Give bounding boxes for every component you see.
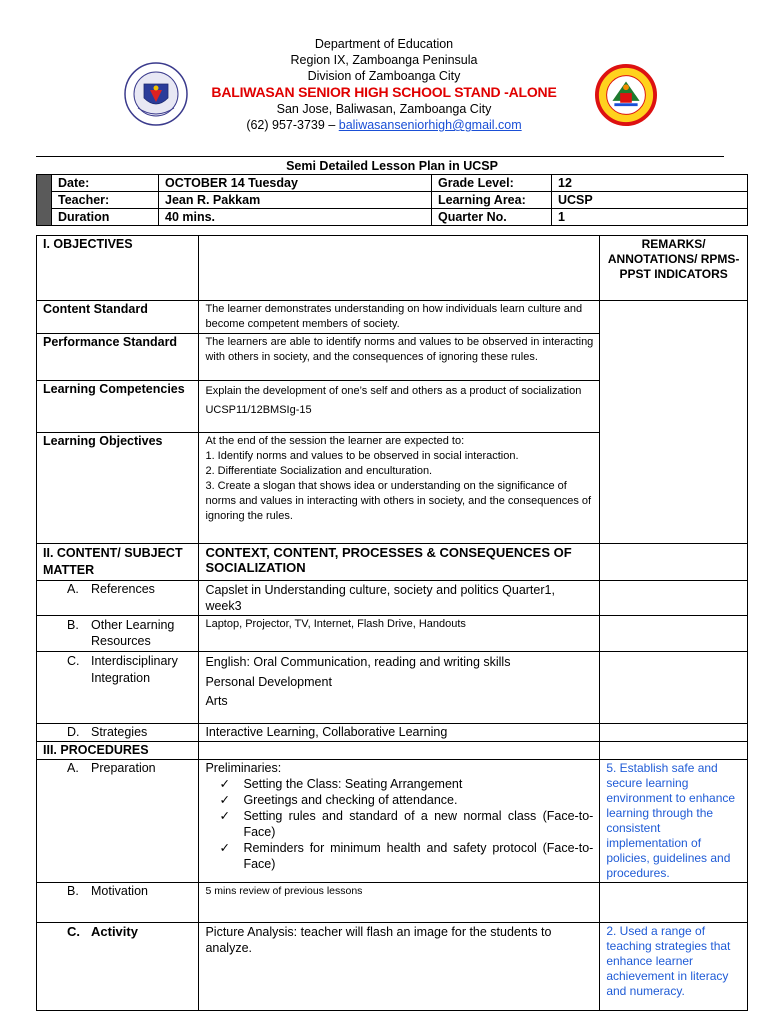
motivation-row — [37, 883, 748, 923]
competencies-label: Learning Competencies — [37, 381, 199, 433]
checklist-item — [217, 792, 593, 808]
motivation-label-text: Motivation — [91, 884, 148, 898]
email-link[interactable]: baliwasanseniorhigh@gmail.com — [338, 118, 522, 132]
shaded-margin — [37, 175, 52, 226]
integration-row — [37, 652, 748, 724]
strategies-row — [37, 724, 748, 742]
check-icon: ✓ — [219, 841, 230, 855]
duration-label: Duration — [52, 209, 159, 226]
address-line: San Jose, Baliwasan, Zamboanga City — [276, 102, 492, 116]
integration-letter: C. — [67, 654, 80, 668]
phone-text: (62) 957-3739 – — [246, 118, 339, 132]
preparation-checklist — [205, 776, 593, 872]
strategies-text: Interactive Learning, Collaborative Learning — [199, 724, 600, 742]
activity-letter: C. — [67, 924, 80, 939]
references-label — [43, 582, 192, 597]
contact-line — [0, 117, 768, 133]
content-standard-text: The learner demonstrates understanding on how individuals learn culture and become competent members of society. — [199, 301, 600, 334]
header-divider — [36, 156, 724, 157]
date-value: OCTOBER 14 Tuesday — [159, 175, 432, 192]
integration-label-cell — [37, 652, 199, 724]
learning-objectives-intro: At the end of the session the learner are expected to: — [205, 435, 465, 447]
preparation-label — [43, 761, 192, 776]
preparation-label-text: Preparation — [91, 761, 156, 775]
department-line: Department of Education — [314, 37, 454, 51]
performance-standard-text: The learners are able to identify norms and values to be observed in interacting with others in society, and the consequences of ignoring these rules. — [199, 334, 600, 381]
integration-item: Arts — [205, 694, 228, 708]
references-letter: A. — [67, 582, 79, 596]
remarks-heading: REMARKS/ ANNOTATIONS/ RPMS-PPST INDICATORS — [600, 236, 748, 301]
motivation-label — [43, 884, 192, 899]
objectives-blank — [199, 236, 600, 301]
area-value: UCSP — [552, 192, 748, 209]
content-remarks — [600, 544, 748, 581]
info-row — [37, 175, 748, 192]
plan-title: Semi Detailed Lesson Plan in UCSP — [286, 159, 498, 173]
resources-label-cell — [37, 616, 199, 652]
integration-label — [43, 653, 192, 687]
resources-letter: B. — [67, 618, 79, 632]
strategies-label-cell — [37, 724, 199, 742]
preparation-remark: 5. Establish safe and secure learning environment to enhance learning through the consistent implementation of policies, guidelines and procedures. — [600, 760, 748, 883]
resources-remarks — [600, 616, 748, 652]
references-row — [37, 581, 748, 616]
grade-label: Grade Level: — [432, 175, 552, 192]
check-icon: ✓ — [219, 809, 230, 823]
preparation-row — [37, 760, 748, 883]
strategies-letter: D. — [67, 725, 80, 739]
info-row — [37, 209, 748, 226]
grade-value: 12 — [552, 175, 748, 192]
motivation-label-cell — [37, 883, 199, 923]
procedures-blank — [199, 742, 600, 760]
checklist-item-text: Setting the Class: Seating Arrangement — [243, 777, 463, 791]
motivation-letter: B. — [67, 884, 79, 898]
preliminaries-label: Preliminaries: — [205, 761, 282, 775]
integration-item: English: Oral Communication, reading and writing skills — [205, 655, 511, 669]
activity-row — [37, 923, 748, 1011]
lesson-plan-table — [36, 235, 748, 1011]
motivation-text: 5 mins review of previous lessons — [199, 883, 600, 923]
objective-item: 1. Identify norms and values to be observed in social interaction. — [205, 450, 519, 462]
resources-row — [37, 616, 748, 652]
objective-item: 3. Create a slogan that shows idea or understanding on the significance of norms and values in interacting with others in society, and the consequences of ignoring the rules. — [205, 480, 592, 522]
check-icon: ✓ — [219, 793, 230, 807]
objective-item: 2. Differentiate Socialization and enculturation. — [205, 465, 433, 477]
checklist-item — [217, 776, 593, 792]
references-label-text: References — [91, 582, 155, 596]
references-text: Capslet in Understanding culture, society and politics Quarter1, week3 — [199, 581, 600, 616]
resources-label-text: Other Learning Resources — [91, 618, 175, 648]
preparation-cell — [199, 760, 600, 883]
resources-label — [43, 617, 192, 649]
activity-text: Picture Analysis: teacher will flash an image for the students to analyze. — [199, 923, 600, 1011]
references-remarks — [600, 581, 748, 616]
procedures-row — [37, 742, 748, 760]
content-standard-row — [37, 301, 748, 334]
teacher-value: Jean R. Pakkam — [159, 192, 432, 209]
competencies-text: Explain the development of one’s self and others as a product of socialization UCSP11/12BMSIg-15 — [199, 381, 600, 433]
region-line: Region IX, Zamboanga Peninsula — [290, 53, 478, 67]
area-label: Learning Area: — [432, 192, 552, 209]
lesson-info-table — [36, 174, 748, 226]
preparation-letter: A. — [67, 761, 79, 775]
checklist-item-text: Setting rules and standard of a new normal class (Face-to-Face) — [243, 809, 594, 839]
division-line: Division of Zamboanga City — [307, 69, 461, 83]
procedures-heading: III. PROCEDURES — [37, 742, 199, 760]
content-row — [37, 544, 748, 581]
check-icon: ✓ — [219, 777, 230, 791]
procedures-remarks — [600, 742, 748, 760]
letterhead — [0, 36, 768, 133]
strategies-remarks — [600, 724, 748, 742]
duration-value: 40 mins. — [159, 209, 432, 226]
integration-remarks — [600, 652, 748, 724]
motivation-remarks — [600, 883, 748, 923]
integration-label-text: Interdisciplinary Integration — [91, 654, 178, 685]
integration-cell — [199, 652, 600, 724]
preparation-label-cell — [37, 760, 199, 883]
school-name: BALIWASAN SENIOR HIGH SCHOOL STAND -ALONE — [211, 84, 557, 100]
content-standard-label: Content Standard — [37, 301, 199, 334]
resources-text: Laptop, Projector, TV, Internet, Flash Drive, Handouts — [199, 616, 600, 652]
quarter-label: Quarter No. — [432, 209, 552, 226]
checklist-item-text: Reminders for minimum health and safety protocol (Face-to-Face) — [243, 841, 594, 871]
activity-remark: 2. Used a range of teaching strategies that enhance learner achievement in literacy and numeracy. — [600, 923, 748, 1011]
activity-label-cell — [37, 923, 199, 1011]
learning-objectives-label: Learning Objectives — [37, 433, 199, 544]
checklist-item — [217, 808, 593, 840]
performance-standard-label: Performance Standard — [37, 334, 199, 381]
teacher-label: Teacher: — [52, 192, 159, 209]
strategies-label-text: Strategies — [91, 725, 148, 739]
objectives-row — [37, 236, 748, 301]
strategies-label — [43, 725, 192, 740]
date-label: Date: — [52, 175, 159, 192]
references-label-cell — [37, 581, 199, 616]
objectives-heading: I. OBJECTIVES — [37, 236, 199, 301]
activity-label-text: Activity — [91, 924, 138, 939]
info-row — [37, 192, 748, 209]
learning-objectives-cell — [199, 433, 600, 544]
checklist-item-text: Greetings and checking of attendance. — [243, 793, 458, 807]
integration-item: Personal Development — [205, 674, 332, 689]
quarter-value: 1 — [552, 209, 748, 226]
activity-label — [43, 924, 192, 939]
content-heading: II. CONTENT/ SUBJECT MATTER — [37, 544, 199, 581]
content-topic: CONTEXT, CONTENT, PROCESSES & CONSEQUENCES OF SOCIALIZATION — [199, 544, 600, 581]
objectives-remarks — [600, 301, 748, 544]
checklist-item — [217, 840, 593, 872]
